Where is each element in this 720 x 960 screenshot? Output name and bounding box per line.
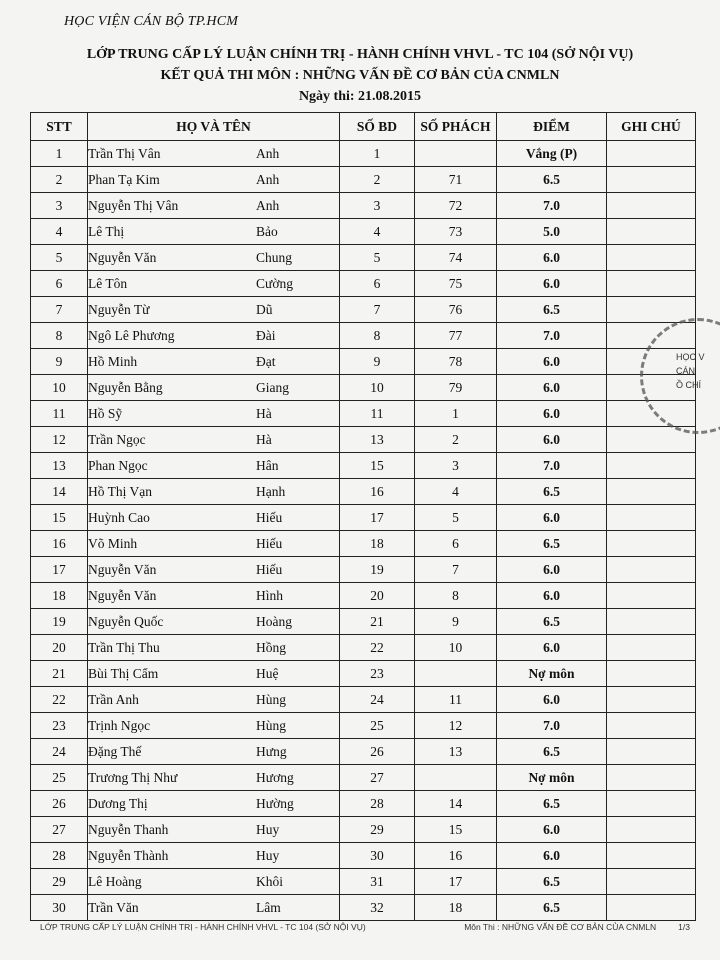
- cell-given-name: Hoàng: [256, 613, 292, 629]
- cell-stt: 16: [31, 531, 88, 557]
- table-row: [31, 401, 696, 427]
- cell-stt: 9: [31, 349, 88, 375]
- cell-surname: Nguyễn Văn: [88, 561, 157, 577]
- cell-phach: 75: [415, 271, 497, 297]
- cell-score: 5.0: [497, 219, 607, 245]
- cell-score: 6.5: [497, 167, 607, 193]
- table-row: [31, 765, 696, 791]
- cell-full-name: [88, 765, 340, 791]
- cell-surname: Trương Thị Như: [88, 769, 178, 785]
- cell-stt: 14: [31, 479, 88, 505]
- cell-sbd: 31: [340, 869, 415, 895]
- cell-given-name: Hiếu: [256, 509, 283, 525]
- cell-given-name: Hà: [256, 405, 272, 421]
- cell-given-name: Anh: [256, 145, 280, 161]
- table-row: [31, 817, 696, 843]
- cell-stt: 8: [31, 323, 88, 349]
- table-row: [31, 739, 696, 765]
- cell-note: [607, 869, 696, 895]
- column-header-sbd: SỐ BD: [340, 113, 415, 141]
- institute-name: HỌC VIỆN CÁN BỘ TP.HCM: [64, 14, 239, 29]
- cell-surname: Trần Thị Thu: [88, 639, 160, 655]
- cell-full-name: [88, 219, 340, 245]
- cell-full-name: [88, 167, 340, 193]
- cell-stt: 24: [31, 739, 88, 765]
- cell-given-name: Hiếu: [256, 535, 283, 551]
- cell-surname: Hồ Sỹ: [88, 405, 123, 421]
- cell-phach: 76: [415, 297, 497, 323]
- cell-sbd: 23: [340, 661, 415, 687]
- cell-score: 7.0: [497, 193, 607, 219]
- cell-stt: 30: [31, 895, 88, 921]
- cell-full-name: [88, 583, 340, 609]
- cell-phach: [415, 661, 497, 687]
- cell-phach: 10: [415, 635, 497, 661]
- cell-given-name: Đài: [256, 327, 276, 343]
- cell-stt: 20: [31, 635, 88, 661]
- cell-sbd: 9: [340, 349, 415, 375]
- cell-surname: Võ Minh: [88, 535, 138, 551]
- column-header-phach: SỐ PHÁCH: [415, 113, 497, 141]
- table-row: [31, 843, 696, 869]
- cell-full-name: [88, 323, 340, 349]
- table-row: [31, 323, 696, 349]
- table-row: [31, 609, 696, 635]
- cell-score: 6.0: [497, 817, 607, 843]
- cell-note: [607, 791, 696, 817]
- cell-sbd: 32: [340, 895, 415, 921]
- table-row: [31, 869, 696, 895]
- cell-stt: 11: [31, 401, 88, 427]
- cell-surname: Lê Hoàng: [88, 873, 142, 889]
- cell-given-name: Hùng: [256, 691, 286, 707]
- cell-given-name: Hưng: [256, 743, 287, 759]
- cell-phach: 7: [415, 557, 497, 583]
- cell-sbd: 11: [340, 401, 415, 427]
- exam-subject-title: KẾT QUẢ THI MÔN : NHỮNG VẤN ĐỀ CƠ BẢN CỦA CNMLN: [160, 68, 560, 83]
- cell-score: 6.0: [497, 349, 607, 375]
- cell-stt: 1: [31, 141, 88, 167]
- cell-full-name: [88, 479, 340, 505]
- cell-full-name: [88, 297, 340, 323]
- cell-surname: Trần Thị Vân: [88, 145, 161, 161]
- table-row: [31, 245, 696, 271]
- table-row: [31, 791, 696, 817]
- cell-score: 6.5: [497, 531, 607, 557]
- table-row: [31, 895, 696, 921]
- cell-score: 6.5: [497, 869, 607, 895]
- cell-sbd: 19: [340, 557, 415, 583]
- cell-surname: Nguyễn Thanh: [88, 821, 169, 837]
- cell-full-name: [88, 349, 340, 375]
- cell-stt: 6: [31, 271, 88, 297]
- column-header-note: GHI CHÚ: [607, 113, 696, 141]
- results-table: [30, 112, 696, 921]
- cell-stt: 5: [31, 245, 88, 271]
- cell-sbd: 25: [340, 713, 415, 739]
- cell-full-name: [88, 817, 340, 843]
- column-header-stt: STT: [31, 113, 88, 141]
- cell-note: [607, 843, 696, 869]
- cell-full-name: [88, 375, 340, 401]
- table-row: [31, 193, 696, 219]
- cell-note: [607, 531, 696, 557]
- cell-given-name: Hà: [256, 431, 272, 447]
- cell-score: 6.5: [497, 479, 607, 505]
- cell-given-name: Huy: [256, 821, 280, 837]
- cell-note: [607, 635, 696, 661]
- table-row: [31, 297, 696, 323]
- cell-stt: 12: [31, 427, 88, 453]
- cell-phach: 13: [415, 739, 497, 765]
- document-title-block: [20, 44, 700, 107]
- cell-sbd: 26: [340, 739, 415, 765]
- cell-given-name: Hân: [256, 457, 279, 473]
- cell-phach: 4: [415, 479, 497, 505]
- cell-surname: Nguyễn Văn: [88, 587, 157, 603]
- cell-phach: [415, 765, 497, 791]
- cell-given-name: Hương: [256, 769, 294, 785]
- cell-surname: Ngô Lê Phương: [88, 327, 175, 343]
- cell-given-name: Hiếu: [256, 561, 283, 577]
- cell-note: [607, 193, 696, 219]
- cell-sbd: 16: [340, 479, 415, 505]
- cell-surname: Trần Ngọc: [88, 431, 146, 447]
- cell-sbd: 8: [340, 323, 415, 349]
- table-row: [31, 427, 696, 453]
- cell-note: [607, 661, 696, 687]
- cell-phach: 8: [415, 583, 497, 609]
- table-row: [31, 271, 696, 297]
- cell-sbd: 21: [340, 609, 415, 635]
- cell-score: 6.0: [497, 843, 607, 869]
- cell-score: 6.0: [497, 557, 607, 583]
- cell-phach: 71: [415, 167, 497, 193]
- cell-score: 6.0: [497, 245, 607, 271]
- cell-sbd: 18: [340, 531, 415, 557]
- cell-given-name: Huy: [256, 847, 280, 863]
- cell-surname: Hồ Thị Vạn: [88, 483, 152, 499]
- cell-score: 6.0: [497, 271, 607, 297]
- cell-sbd: 4: [340, 219, 415, 245]
- page-footer: [40, 922, 690, 932]
- cell-stt: 2: [31, 167, 88, 193]
- cell-score: 6.0: [497, 401, 607, 427]
- cell-stt: 19: [31, 609, 88, 635]
- cell-sbd: 15: [340, 453, 415, 479]
- cell-phach: 78: [415, 349, 497, 375]
- cell-score: 7.0: [497, 713, 607, 739]
- cell-phach: [415, 141, 497, 167]
- cell-sbd: 13: [340, 427, 415, 453]
- cell-note: [607, 245, 696, 271]
- cell-stt: 10: [31, 375, 88, 401]
- cell-score: 6.5: [497, 739, 607, 765]
- cell-full-name: [88, 895, 340, 921]
- cell-phach: 77: [415, 323, 497, 349]
- cell-given-name: Hình: [256, 587, 283, 603]
- cell-stt: 13: [31, 453, 88, 479]
- table-row: [31, 375, 696, 401]
- cell-surname: Trần Văn: [88, 899, 139, 915]
- cell-score: 6.0: [497, 583, 607, 609]
- cell-sbd: 6: [340, 271, 415, 297]
- cell-phach: 15: [415, 817, 497, 843]
- cell-stt: 18: [31, 583, 88, 609]
- cell-full-name: [88, 193, 340, 219]
- table-row: [31, 219, 696, 245]
- cell-surname: Lê Thị: [88, 223, 125, 239]
- cell-score: 6.0: [497, 427, 607, 453]
- cell-sbd: 17: [340, 505, 415, 531]
- cell-score: 7.0: [497, 323, 607, 349]
- cell-phach: 6: [415, 531, 497, 557]
- cell-score: 6.5: [497, 895, 607, 921]
- cell-stt: 3: [31, 193, 88, 219]
- column-header-name: HỌ VÀ TÊN: [88, 113, 340, 141]
- cell-stt: 22: [31, 687, 88, 713]
- cell-sbd: 2: [340, 167, 415, 193]
- cell-full-name: [88, 453, 340, 479]
- cell-given-name: Lâm: [256, 899, 281, 915]
- cell-phach: 9: [415, 609, 497, 635]
- cell-note: [607, 609, 696, 635]
- seal-text: HỌC V CÁN Ồ CHÍ: [676, 352, 705, 390]
- cell-stt: 7: [31, 297, 88, 323]
- cell-note: [607, 817, 696, 843]
- cell-phach: 2: [415, 427, 497, 453]
- table-row: [31, 531, 696, 557]
- cell-given-name: Đạt: [256, 353, 276, 369]
- cell-given-name: Hạnh: [256, 483, 286, 499]
- cell-surname: Nguyễn Thị Vân: [88, 197, 179, 213]
- cell-surname: Lê Tôn: [88, 275, 128, 291]
- cell-sbd: 22: [340, 635, 415, 661]
- cell-score: 6.5: [497, 609, 607, 635]
- cell-score: 7.0: [497, 453, 607, 479]
- cell-note: [607, 765, 696, 791]
- cell-full-name: [88, 609, 340, 635]
- cell-full-name: [88, 245, 340, 271]
- cell-full-name: [88, 713, 340, 739]
- cell-given-name: Cường: [256, 275, 293, 291]
- cell-stt: 15: [31, 505, 88, 531]
- cell-note: [607, 713, 696, 739]
- table-row: [31, 141, 696, 167]
- cell-phach: 17: [415, 869, 497, 895]
- cell-surname: Dương Thị: [88, 795, 148, 811]
- cell-given-name: Dũ: [256, 301, 273, 317]
- cell-given-name: Chung: [256, 249, 293, 265]
- cell-sbd: 24: [340, 687, 415, 713]
- table-header-row: [31, 113, 696, 141]
- cell-score: 6.0: [497, 687, 607, 713]
- cell-full-name: [88, 141, 340, 167]
- cell-phach: 14: [415, 791, 497, 817]
- cell-surname: Nguyễn Văn: [88, 249, 157, 265]
- cell-sbd: 27: [340, 765, 415, 791]
- cell-sbd: 28: [340, 791, 415, 817]
- table-row: [31, 505, 696, 531]
- cell-full-name: [88, 687, 340, 713]
- cell-note: [607, 219, 696, 245]
- cell-given-name: Anh: [256, 197, 280, 213]
- cell-stt: 26: [31, 791, 88, 817]
- cell-score: 6.5: [497, 791, 607, 817]
- cell-phach: 16: [415, 843, 497, 869]
- cell-stt: 29: [31, 869, 88, 895]
- cell-stt: 21: [31, 661, 88, 687]
- cell-phach: 79: [415, 375, 497, 401]
- cell-surname: Trần Anh: [88, 691, 139, 707]
- table-row: [31, 349, 696, 375]
- cell-stt: 4: [31, 219, 88, 245]
- cell-phach: 72: [415, 193, 497, 219]
- cell-surname: Nguyễn Quốc: [88, 613, 164, 629]
- cell-score: Nợ môn: [497, 765, 607, 791]
- cell-score: 6.0: [497, 635, 607, 661]
- cell-full-name: [88, 531, 340, 557]
- cell-given-name: Giang: [256, 379, 289, 395]
- cell-full-name: [88, 739, 340, 765]
- cell-sbd: 1: [340, 141, 415, 167]
- cell-score: 6.5: [497, 297, 607, 323]
- cell-surname: Huỳnh Cao: [88, 509, 150, 525]
- table-row: [31, 583, 696, 609]
- cell-phach: 74: [415, 245, 497, 271]
- cell-full-name: [88, 401, 340, 427]
- cell-stt: 27: [31, 817, 88, 843]
- cell-stt: 25: [31, 765, 88, 791]
- cell-full-name: [88, 843, 340, 869]
- cell-note: [607, 141, 696, 167]
- cell-phach: 18: [415, 895, 497, 921]
- table-row: [31, 661, 696, 687]
- cell-score: Vắng (P): [497, 141, 607, 167]
- cell-phach: 1: [415, 401, 497, 427]
- cell-stt: 23: [31, 713, 88, 739]
- cell-surname: Trịnh Ngọc: [88, 717, 151, 733]
- cell-surname: Nguyễn Bằng: [88, 379, 163, 395]
- footer-class-label: LỚP TRUNG CẤP LÝ LUẬN CHÍNH TRỊ - HÀNH CHÍNH VHVL - TC 104 (SỞ NỘI VỤ): [40, 922, 366, 932]
- table-row: [31, 687, 696, 713]
- cell-full-name: [88, 271, 340, 297]
- table-row: [31, 713, 696, 739]
- cell-phach: 11: [415, 687, 497, 713]
- cell-note: [607, 557, 696, 583]
- cell-note: [607, 895, 696, 921]
- cell-sbd: 20: [340, 583, 415, 609]
- cell-phach: 3: [415, 453, 497, 479]
- cell-given-name: Bảo: [256, 223, 278, 239]
- cell-stt: 28: [31, 843, 88, 869]
- cell-given-name: Hồng: [256, 639, 286, 655]
- cell-note: [607, 505, 696, 531]
- cell-note: [607, 739, 696, 765]
- table-row: [31, 453, 696, 479]
- cell-sbd: 29: [340, 817, 415, 843]
- cell-full-name: [88, 427, 340, 453]
- cell-note: [607, 297, 696, 323]
- cell-full-name: [88, 505, 340, 531]
- page-number: 1/3: [678, 922, 690, 932]
- cell-surname: Nguyễn Thành: [88, 847, 169, 863]
- table-row: [31, 167, 696, 193]
- cell-surname: Phan Ngọc: [88, 457, 148, 473]
- cell-score: Nợ môn: [497, 661, 607, 687]
- cell-note: [607, 167, 696, 193]
- table-row: [31, 557, 696, 583]
- cell-note: [607, 583, 696, 609]
- cell-full-name: [88, 557, 340, 583]
- cell-given-name: Hùng: [256, 717, 286, 733]
- cell-full-name: [88, 635, 340, 661]
- cell-surname: Bùi Thị Cẩm: [88, 665, 159, 681]
- table-row: [31, 635, 696, 661]
- cell-score: 6.0: [497, 505, 607, 531]
- cell-sbd: 30: [340, 843, 415, 869]
- cell-sbd: 3: [340, 193, 415, 219]
- exam-date: Ngày thi: 21.08.2015: [298, 89, 422, 104]
- cell-score: 6.0: [497, 375, 607, 401]
- cell-surname: Nguyễn Từ: [88, 301, 150, 317]
- cell-phach: 12: [415, 713, 497, 739]
- cell-phach: 5: [415, 505, 497, 531]
- column-header-score: ĐIỂM: [497, 113, 607, 141]
- table-row: [31, 479, 696, 505]
- cell-phach: 73: [415, 219, 497, 245]
- cell-surname: Hồ Minh: [88, 353, 138, 369]
- cell-surname: Phan Tạ Kim: [88, 171, 160, 187]
- cell-given-name: Huệ: [256, 665, 279, 681]
- cell-surname: Đặng Thế: [88, 743, 142, 759]
- cell-given-name: Anh: [256, 171, 280, 187]
- cell-full-name: [88, 791, 340, 817]
- cell-given-name: Hường: [256, 795, 294, 811]
- cell-note: [607, 453, 696, 479]
- cell-note: [607, 271, 696, 297]
- cell-sbd: 5: [340, 245, 415, 271]
- footer-subject: Môn Thi : NHỮNG VẤN ĐỀ CƠ BẢN CỦA CNMLN: [464, 922, 657, 932]
- cell-sbd: 7: [340, 297, 415, 323]
- class-title: LỚP TRUNG CẤP LÝ LUẬN CHÍNH TRỊ - HÀNH CHÍNH VHVL - TC 104 (SỞ NỘI VỤ): [86, 47, 634, 62]
- cell-full-name: [88, 661, 340, 687]
- cell-note: [607, 479, 696, 505]
- cell-sbd: 10: [340, 375, 415, 401]
- cell-note: [607, 687, 696, 713]
- cell-full-name: [88, 869, 340, 895]
- cell-given-name: Khôi: [256, 873, 283, 889]
- cell-stt: 17: [31, 557, 88, 583]
